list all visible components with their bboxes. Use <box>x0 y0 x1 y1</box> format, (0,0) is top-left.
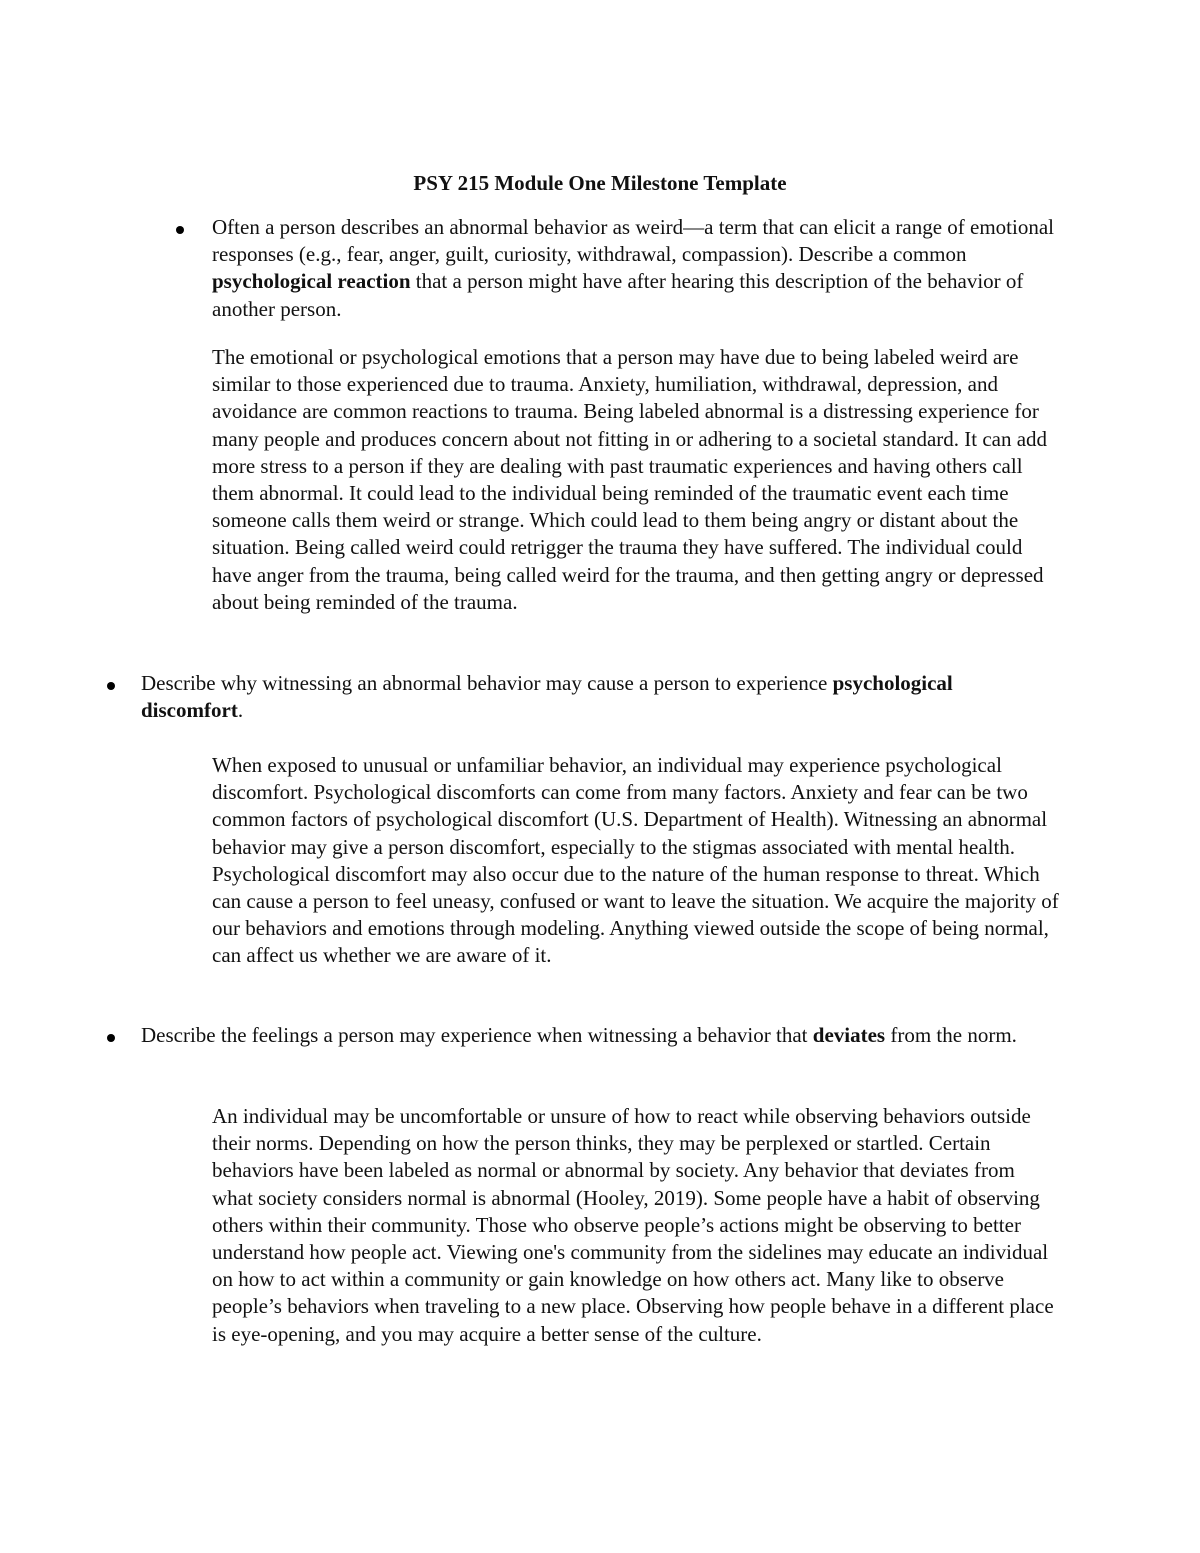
bullet-icon <box>107 682 115 690</box>
question-3-before: Describe the feelings a person may experience when witnessing a behavior that <box>141 1023 813 1047</box>
question-1 <box>212 214 1060 323</box>
bullet-icon <box>176 226 184 234</box>
question-2 <box>141 670 1060 724</box>
bullet-icon <box>107 1034 115 1042</box>
answer-3: An individual may be uncomfortable or unsure of how to react while observing behaviors outside their norms. Depending on how the person thinks, they may be perplexed or startled. Certain behaviors have been labeled as normal or abnormal by society. Any behavior that deviates from what society considers normal is abnormal (Hooley, 2019). Some people have a habit of observing others within their community. Those who observe people’s actions might be observing to better understand how people act. Viewing one's community from the sidelines may educate an individual on how to act within a community or gain knowledge on how others act. Many like to observe people’s behaviors when traveling to a new place. Observing how people behave in a different place is eye-opening, and you may acquire a better sense of the culture. <box>212 1104 1054 1346</box>
answer-2: When exposed to unusual or unfamiliar behavior, an individual may experience psychological discomfort. Psychological discomforts can come from many factors. Anxiety and fear can be two common factors of psychological discomfort (U.S. Department of Health). Witnessing an abnormal behavior may give a person discomfort, especially to the stigmas associated with mental health. Psychological discomfort may also occur due to the nature of the human response to threat. Which can cause a person to feel uneasy, confused or want to leave the situation. We acquire the majority of our behaviors and emotions through modeling. Anything viewed outside the scope of being normal, can affect us whether we are aware of it. <box>212 753 1059 968</box>
question-1-bold: psychological reaction <box>212 269 411 294</box>
question-1-after: that a person might have after hearing this description of the behavior of another person. <box>212 269 1024 321</box>
question-1-before: Often a person describes an abnormal behavior as weird—a term that can elicit a range of emotional responses (e.g., fear, anger, guilt, curiosity, withdrawal, compassion). Describe a common <box>212 215 1054 267</box>
question-3 <box>141 1022 1060 1049</box>
question-3-text <box>141 1022 1060 1049</box>
question-3-bold: deviates <box>812 1023 886 1047</box>
question-1-text <box>212 214 1060 323</box>
document-title: PSY 215 Module One Milestone Template <box>413 171 787 195</box>
question-3-after: from the norm. <box>885 1023 1017 1047</box>
question-2-after: . <box>237 698 244 723</box>
question-2-text <box>141 670 1060 724</box>
question-2-bold: psychological discomfort <box>141 671 953 723</box>
question-2-before: Describe why witnessing an abnormal behavior may cause a person to experience <box>141 671 833 695</box>
answer-1: The emotional or psychological emotions that a person may have due to being labeled weird are similar to those experienced due to trauma. Anxiety, humiliation, withdrawal, depression, and avoidance are common reactions to trauma. Being labeled abnormal is a distressing experience for many people and produces concern about not fitting in or adhering to a societal standard. It can add more stress to a person if they are dealing with past traumatic experiences and having others call them abnormal. It could lead to the individual being reminded of the traumatic event each time someone calls them weird or strange. Which could lead to them being angry or distant about the situation. Being called weird could retrigger the trauma they have suffered. The individual could have anger from the trauma, being called weird for the trauma, and then getting angry or depressed about being reminded of the trauma. <box>212 345 1048 614</box>
